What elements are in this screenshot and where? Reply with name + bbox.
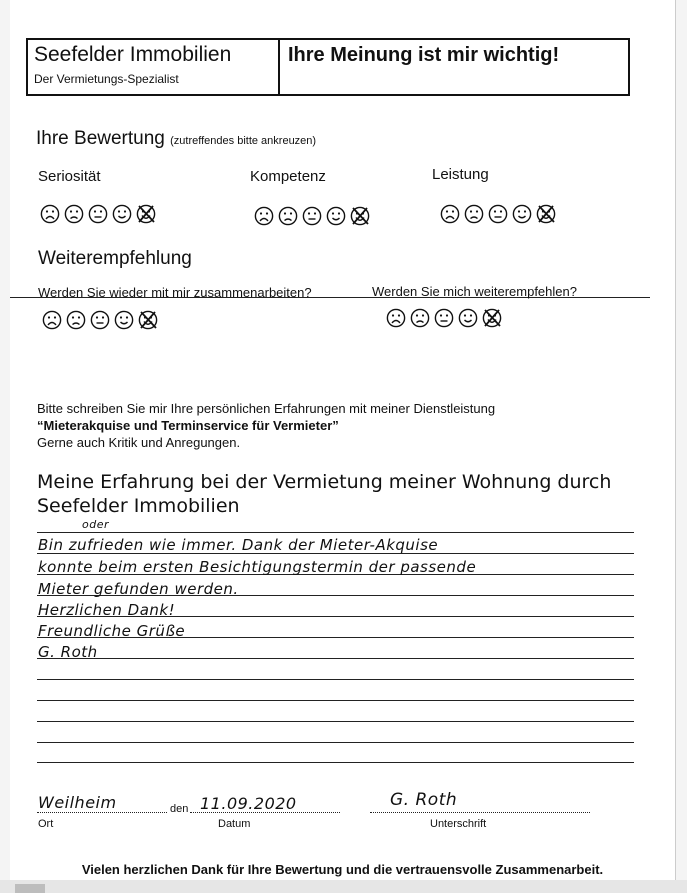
very-sad-face-icon[interactable] — [386, 308, 406, 328]
signature-line — [370, 812, 590, 813]
category-label-kompetenz: Kompetenz — [250, 168, 326, 185]
sad-face-icon[interactable] — [66, 310, 86, 330]
rating-hint: (zutreffendes bitte ankreuzen) — [170, 135, 317, 147]
date-line — [190, 812, 340, 813]
happy-face-icon[interactable] — [512, 204, 532, 224]
writing-line — [37, 658, 634, 659]
date-label: Datum — [218, 818, 251, 830]
place-label: Ort — [38, 818, 54, 830]
date-value: 11.09.2020 — [200, 794, 297, 813]
rating-scale-kompetenz[interactable] — [254, 206, 370, 226]
den-label: den — [170, 803, 189, 815]
very-sad-face-icon[interactable] — [254, 206, 274, 226]
slogan: Ihre Meinung ist mir wichtig! — [288, 44, 560, 66]
very-sad-face-icon[interactable] — [40, 204, 60, 224]
writing-line — [37, 762, 634, 763]
writing-line — [37, 742, 634, 743]
handwritten-line-1: Bin zufrieden wie immer. Dank der Mieter-Akquise — [38, 536, 439, 554]
question-work-again: Werden Sie wieder mit mir zusammenarbeiten? — [38, 285, 312, 300]
writing-line — [37, 721, 634, 722]
scrollbar-thumb[interactable] — [15, 884, 45, 893]
category-label-leistung: Leistung — [432, 166, 489, 183]
intro-line-1: Bitte schreiben Sie mir Ihre persönlichen Erfahrungen mit meiner Dienstleistung — [37, 401, 496, 416]
sad-face-icon[interactable] — [278, 206, 298, 226]
neutral-face-icon[interactable] — [488, 204, 508, 224]
writing-line — [37, 700, 634, 701]
experience-heading — [37, 470, 611, 518]
intro-line-3: Gerne auch Kritik und Anregungen. — [37, 435, 241, 450]
place-value: Weilheim — [38, 793, 117, 812]
check-cross-icon — [139, 206, 154, 222]
handwritten-line-6: G. Roth — [38, 643, 98, 661]
very-sad-face-icon[interactable] — [42, 310, 62, 330]
rating-scale-leistung[interactable] — [440, 204, 556, 224]
intro-line-2: “Mieterakquise und Terminservice für Vermieter” — [37, 418, 339, 433]
neutral-face-icon[interactable] — [434, 308, 454, 328]
brand-subtitle: Der Vermietungs-Spezialist — [34, 72, 179, 86]
handwritten-insert: oder — [82, 518, 110, 531]
check-cross-icon — [141, 312, 156, 328]
experience-heading-line-2: Seefelder Immobilien — [37, 495, 240, 517]
neutral-face-icon[interactable] — [302, 206, 322, 226]
handwritten-line-5: Freundliche Grüße — [38, 622, 186, 640]
handwritten-line-4: Herzlichen Dank! — [38, 601, 176, 619]
rating-scale-work-again[interactable] — [42, 310, 158, 330]
neutral-face-icon[interactable] — [88, 204, 108, 224]
recommendation-title: Weiterempfehlung — [38, 248, 192, 269]
very-happy-face-icon-checked[interactable] — [482, 308, 502, 328]
rating-title — [36, 128, 316, 150]
sad-face-icon[interactable] — [464, 204, 484, 224]
scrollbar-track[interactable] — [0, 880, 687, 893]
check-cross-icon — [485, 310, 500, 326]
writing-line — [37, 532, 634, 533]
brand-name: Seefelder Immobilien — [34, 43, 232, 66]
question-recommend: Werden Sie mich weiterempfehlen? — [372, 284, 577, 299]
check-cross-icon — [539, 206, 554, 222]
experience-heading-line-1: Meine Erfahrung bei der Vermietung meiner Wohnung durch — [37, 471, 612, 493]
brand-block — [28, 40, 280, 94]
very-happy-face-icon-checked[interactable] — [136, 204, 156, 224]
rating-scale-recommend[interactable] — [386, 308, 502, 328]
intro-text — [37, 400, 495, 451]
header-box — [26, 38, 630, 96]
very-sad-face-icon[interactable] — [440, 204, 460, 224]
happy-face-icon[interactable] — [458, 308, 478, 328]
very-happy-face-icon-checked[interactable] — [138, 310, 158, 330]
neutral-face-icon[interactable] — [90, 310, 110, 330]
sad-face-icon[interactable] — [64, 204, 84, 224]
very-happy-face-icon-checked[interactable] — [536, 204, 556, 224]
rating-title-text: Ihre Bewertung — [36, 128, 165, 149]
happy-face-icon[interactable] — [326, 206, 346, 226]
place-line — [37, 812, 167, 813]
handwritten-line-2: konnte beim ersten Besichtigungstermin der passende — [38, 558, 477, 576]
writing-line — [37, 679, 634, 680]
happy-face-icon[interactable] — [112, 204, 132, 224]
sad-face-icon[interactable] — [410, 308, 430, 328]
very-happy-face-icon-checked[interactable] — [350, 206, 370, 226]
footer-thanks: Vielen herzlichen Dank für Ihre Bewertung und die vertrauensvolle Zusammenarbeit. — [81, 862, 604, 877]
category-label-seriositaet: Seriosität — [38, 168, 101, 185]
check-cross-icon — [353, 208, 368, 224]
rating-scale-seriositaet[interactable] — [40, 204, 156, 224]
happy-face-icon[interactable] — [114, 310, 134, 330]
signature-label: Unterschrift — [430, 818, 487, 830]
signature-value: G. Roth — [390, 790, 458, 810]
handwritten-line-3: Mieter gefunden werden. — [38, 580, 239, 598]
feedback-form — [10, 0, 676, 880]
